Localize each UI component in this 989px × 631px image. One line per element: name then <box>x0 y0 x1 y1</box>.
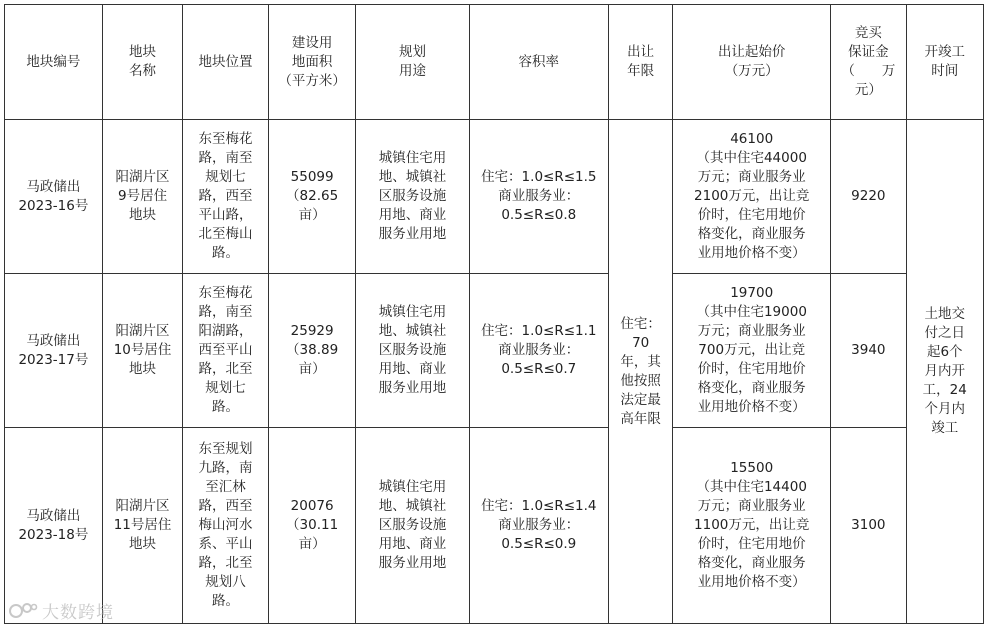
header-term: 出让 年限 <box>609 5 673 120</box>
cell-far: 住宅：1.0≤R≤1.1 商业服务业： 0.5≤R≤0.7 <box>469 274 609 428</box>
cell-deposit: 3940 <box>831 274 906 428</box>
cell-plot-no: 马政储出 2023-17号 <box>5 274 103 428</box>
header-plot-no: 地块编号 <box>5 5 103 120</box>
cell-location: 东至梅花 路，南至 阳湖路， 西至平山 路，北至 规划七 路。 <box>183 274 269 428</box>
header-use: 规划 用途 <box>356 5 469 120</box>
cell-far: 住宅：1.0≤R≤1.5 商业服务业： 0.5≤R≤0.8 <box>469 120 609 274</box>
header-schedule: 开竣工 时间 <box>906 5 983 120</box>
cell-term-merged: 住宅： 70 年，其 他按照 法定最 高年限 <box>609 120 673 624</box>
header-location: 地块位置 <box>183 5 269 120</box>
cell-start-price: 15500 （其中住宅14400 万元；商业服务业 1100万元，出让竞 价时，住宅用地价 格变化，商业服务 业用地价格不变） <box>673 428 831 624</box>
cell-plot-name: 阳湖片区 10号居住 地块 <box>102 274 182 428</box>
cell-start-price: 19700 （其中住宅19000 万元；商业服务业 700万元，出让竞 价时，住宅用地价 格变化，商业服务 业用地价格不变） <box>673 274 831 428</box>
header-plot-name: 地块 名称 <box>102 5 182 120</box>
cell-plot-no: 马政储出 2023-16号 <box>5 120 103 274</box>
cell-schedule-merged: 土地交 付之日 起6个 月内开 工，24 个月内 竣工 <box>906 120 983 624</box>
cell-plot-name: 阳湖片区 11号居住 地块 <box>102 428 182 624</box>
cell-location: 东至规划 九路，南 至汇林 路，西至 梅山河水 系、平山 路，北至 规划八 路。 <box>183 428 269 624</box>
table-row <box>5 120 984 274</box>
land-auction-table <box>4 4 984 624</box>
watermark-text: 大数跨境 <box>42 603 114 623</box>
cell-start-price: 46100 （其中住宅44000 万元；商业服务业 2100万元，出让竞 价时，住宅用地价 格变化，商业服务 业用地价格不变） <box>673 120 831 274</box>
table-row <box>5 428 984 624</box>
cell-use: 城镇住宅用 地、城镇社 区服务设施 用地、商业 服务业用地 <box>356 274 469 428</box>
header-row <box>5 5 984 120</box>
watermark <box>8 598 114 623</box>
cell-deposit: 3100 <box>831 428 906 624</box>
header-start-price: 出让起始价 （万元） <box>673 5 831 120</box>
table-row <box>5 274 984 428</box>
cell-area: 20076 （30.11 亩） <box>268 428 356 624</box>
cell-far: 住宅：1.0≤R≤1.4 商业服务业： 0.5≤R≤0.9 <box>469 428 609 624</box>
cell-location: 东至梅花 路，南至 规划七 路，西至 平山路， 北至梅山 路。 <box>183 120 269 274</box>
cell-area: 25929 （38.89 亩） <box>268 274 356 428</box>
header-deposit: 竞买 保证金 （ 万 元） <box>831 5 906 120</box>
cell-deposit: 9220 <box>831 120 906 274</box>
header-area: 建设用 地面积 （平方米） <box>268 5 356 120</box>
cell-plot-no: 马政储出 2023-18号 <box>5 428 103 624</box>
header-far: 容积率 <box>469 5 609 120</box>
cell-plot-name: 阳湖片区 9号居住 地块 <box>102 120 182 274</box>
cell-use: 城镇住宅用 地、城镇社 区服务设施 用地、商业 服务业用地 <box>356 120 469 274</box>
cell-use: 城镇住宅用 地、城镇社 区服务设施 用地、商业 服务业用地 <box>356 428 469 624</box>
watermark-logo-icon <box>8 601 38 621</box>
cell-area: 55099 （82.65 亩） <box>268 120 356 274</box>
